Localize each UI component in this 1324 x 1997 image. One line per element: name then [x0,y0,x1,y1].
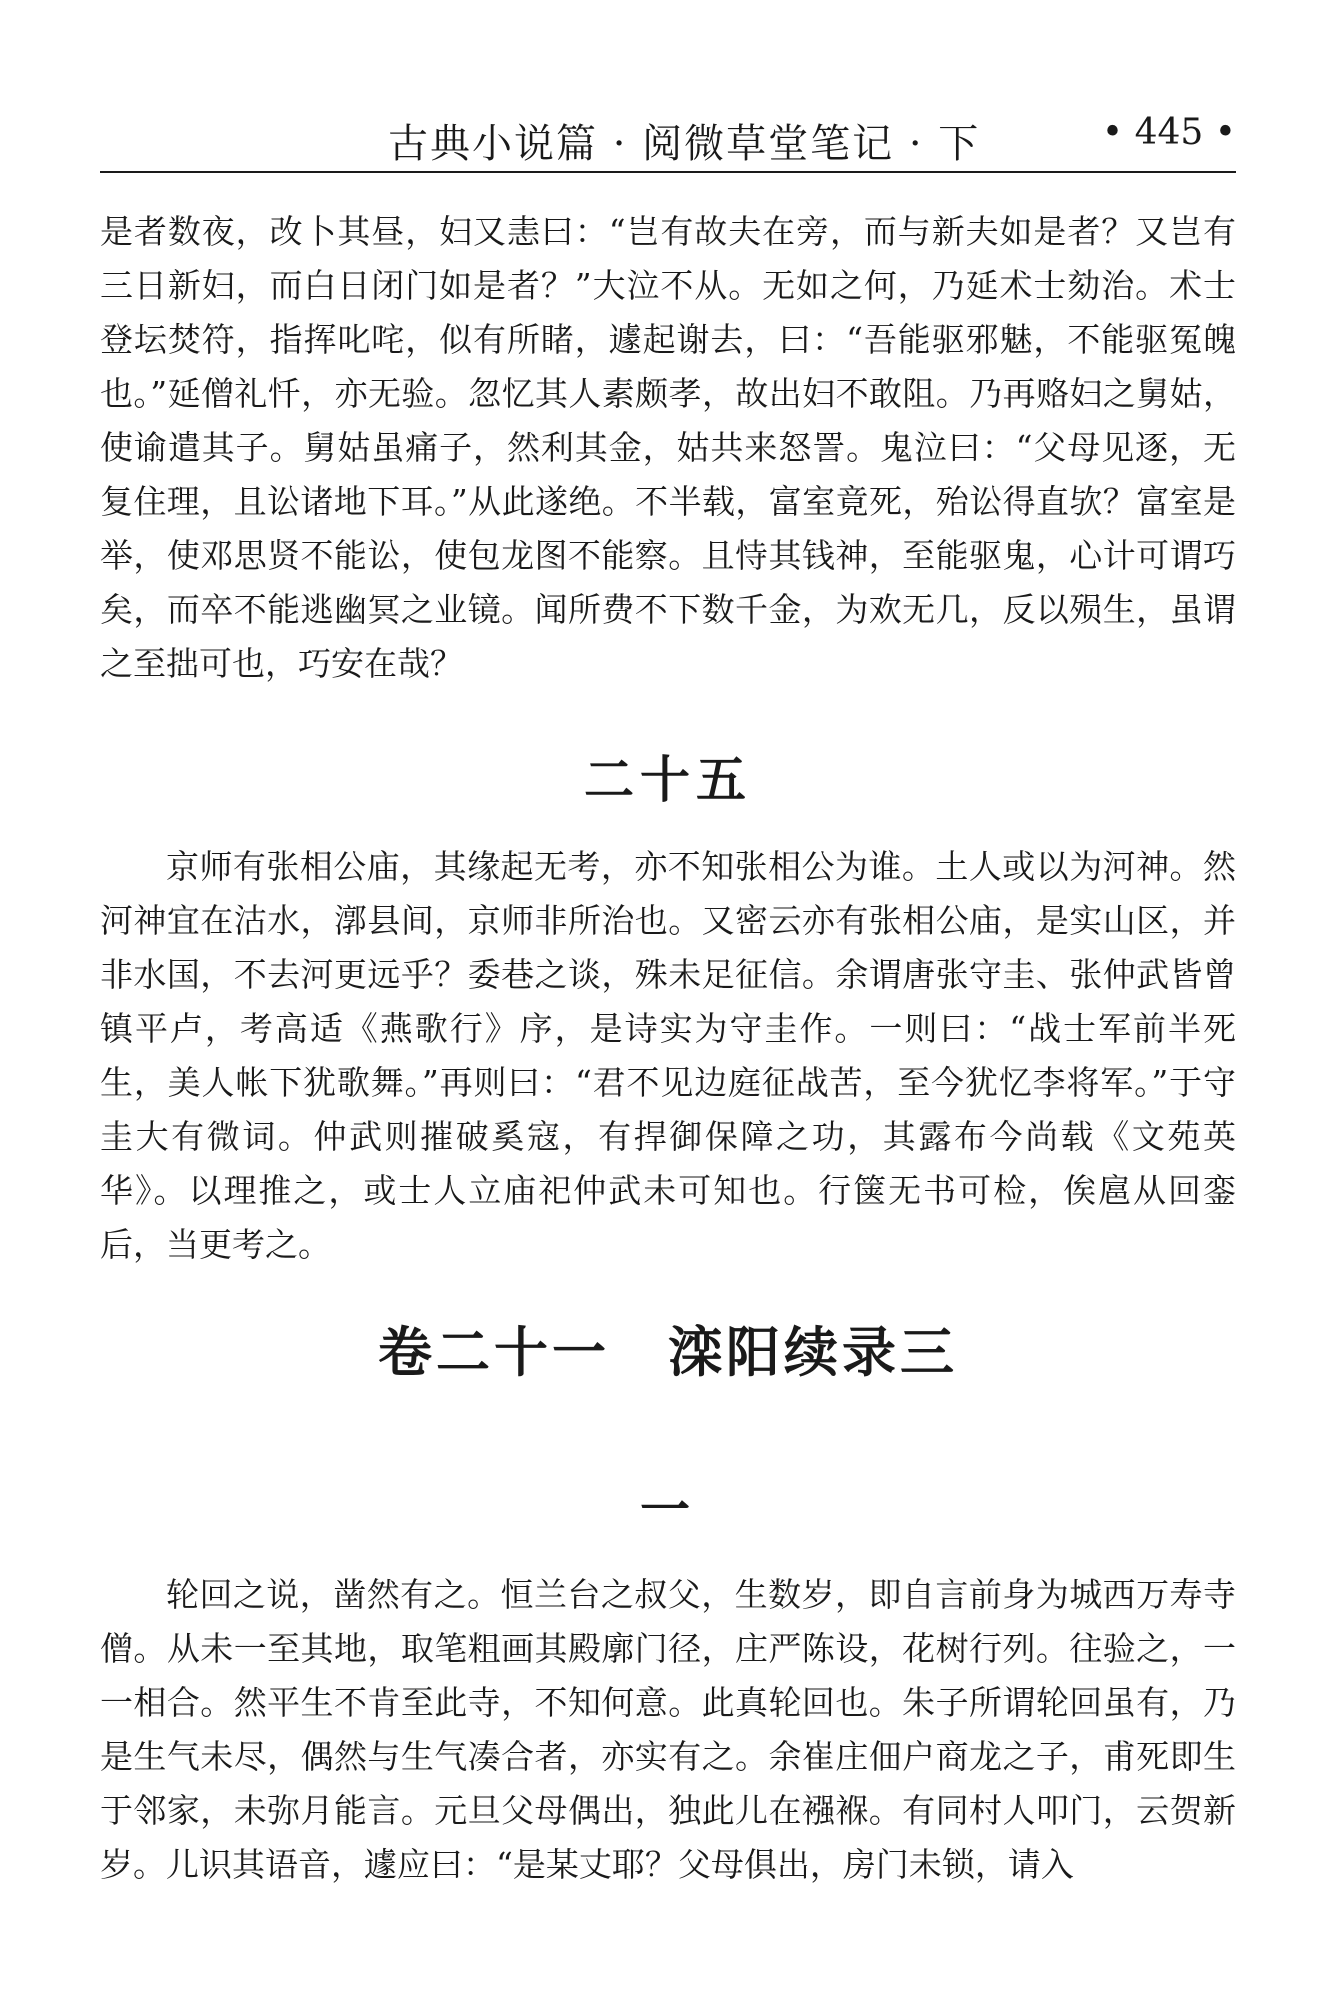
section-1-text: 轮回之说，凿然有之。恒兰台之叔父，生数岁，即自言前身为城西万寿寺僧。从未一至其地，取笔粗画其殿廓门径，庄严陈设，花树行列。往验之，一一相合。然平生不肯至此寺，不知何意。此真轮回也。朱子所谓轮回虽有，乃是生气未尽，偶然与生气凑合者，亦实有之。余崔庄佃户商龙之子，甫死即生于邻家，未弥月能言。元旦父母偶出，独此儿在襁褓。有同村人叩门，云贺新岁。儿识其语音，遽应曰：“是某丈耶？父母俱出，房门未锁，请入 [100,1575,1236,1884]
section-25-paragraph [100,840,1236,1272]
header-rule [100,171,1236,173]
chapter-heading: 卷二十一 滦阳续录三 [378,1321,958,1384]
continuation-paragraph [100,205,1236,691]
section-heading-1: 一 [640,1481,696,1539]
continuation-text: 是者数夜，改卜其昼，妇又恚曰：“岂有故夫在旁，而与新夫如是者？又岂有三日新妇，而白日闭门如是者？”大泣不从。无如之何，乃延术士劾治。术士登坛焚符，指挥叱咤，似有所睹，遽起谢去，曰：“吾能驱邪魅，不能驱冤魄也。”延僧礼忏，亦无验。忽忆其人素颇孝，故出妇不敢阻。乃再赂妇之舅姑，使谕遣其子。舅姑虽痛子，然利其金，姑共来怒詈。鬼泣曰：“父母见逐，无复住理，且讼诸地下耳。”从此遂绝。不半载，富室竟死，殆讼得直欤？富室是举，使邓思贤不能讼，使包龙图不能察。且恃其钱神，至能驱鬼，心计可谓巧矣，而卒不能逃幽冥之业镜。闻所费不下数千金，为欢无几，反以殒生，虽谓之至拙可也，巧安在哉？ [100,212,1236,683]
section-25-text: 京师有张相公庙，其缘起无考，亦不知张相公为谁。土人或以为河神。然河神宜在沽水，漷县间，京师非所治也。又密云亦有张相公庙，是实山区，并非水国，不去河更远乎？委巷之谈，殊未足征信。余谓唐张守圭、张仲武皆曾镇平卢，考高适《燕歌行》序，是诗实为守圭作。一则曰：“战士军前半死生，美人帐下犹歌舞。”再则曰：“君不见边庭征战苦，至今犹忆李将军。”于守圭大有微词。仲武则摧破奚寇，有捍御保障之功，其露布今尚载《文苑英华》。以理推之，或士人立庙祀仲武未可知也。行箧无书可检，俟扈从回銮后，当更考之。 [100,847,1236,1264]
header-title: 古典小说篇 · 阅微草堂笔记 · 下 [388,121,981,167]
section-1-paragraph [100,1568,1236,1892]
page-number: • 445 • [1101,112,1236,153]
section-heading-25: 二十五 [584,751,752,809]
running-header [100,110,1236,167]
